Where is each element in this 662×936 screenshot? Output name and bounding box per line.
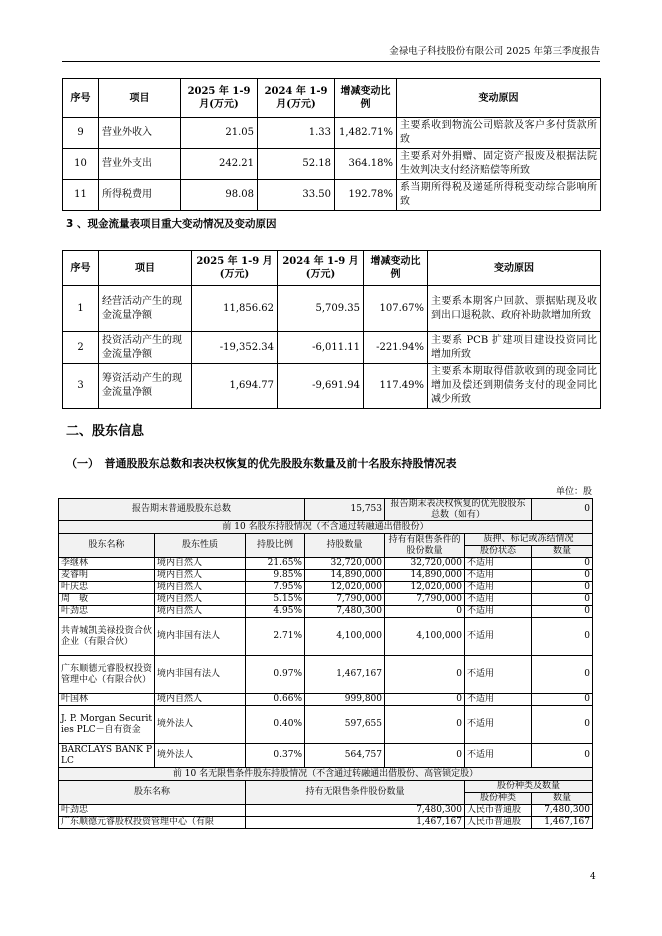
pledge-count: 0: [532, 582, 593, 594]
table-row: [59, 570, 593, 582]
u-shareholder-qty: 7,480,300: [246, 805, 465, 817]
col-qty: 持股数量: [305, 534, 385, 558]
pledge-count: 0: [532, 744, 593, 768]
col-pledge: 质押、标记或冻结情况: [465, 534, 593, 546]
shareholder-nature: 境外法人: [155, 744, 246, 768]
header-cell: 项目: [99, 79, 181, 118]
table-row: [59, 582, 593, 594]
shareholder-qty: 597,655: [305, 706, 385, 744]
pledge-status: 不适用: [465, 570, 532, 582]
change-ratio: -221.94%: [364, 332, 428, 364]
table-row: [59, 694, 593, 706]
shareholder-pct: 9.85%: [246, 570, 305, 582]
u-col-type-group: 股份种类及数量: [465, 781, 593, 793]
change-ratio: 192.78%: [335, 180, 397, 211]
value-2024: 5,709.35: [278, 286, 364, 332]
row-number: 1: [63, 286, 99, 332]
shareholder-qty: 7,480,300: [305, 606, 385, 618]
pledge-count: 0: [532, 570, 593, 582]
value-2024: 52.18: [258, 149, 335, 180]
change-ratio: 117.49%: [364, 364, 428, 409]
col-restricted: 持有有限售条件的股份数量: [385, 534, 465, 558]
shareholder-qty: 7,790,000: [305, 594, 385, 606]
shareholder-pct: 7.95%: [246, 582, 305, 594]
item-name: 投资活动产生的现金流量净额: [99, 332, 192, 364]
shareholder-restricted: 7,790,000: [385, 594, 465, 606]
shareholder-qty: 32,720,000: [305, 558, 385, 570]
pledge-status: 不适用: [465, 594, 532, 606]
header-cell: 项目: [99, 251, 192, 286]
pledge-status: 不适用: [465, 656, 532, 694]
header-cell: 变动原因: [397, 79, 601, 118]
change-reason: 主要系本期取得借款收到的现金同比增加及偿还到期债务支付的现金同比减少所致: [428, 364, 601, 409]
item-name: 营业外收入: [99, 118, 181, 149]
row-number: 10: [63, 149, 99, 180]
pledge-status: 不适用: [465, 706, 532, 744]
page-header: 金禄电子科技股份有限公司 2025 年第三季度报告: [389, 46, 600, 57]
shareholder-nature: 境外法人: [155, 706, 246, 744]
col-pct: 持股比例: [246, 534, 305, 558]
shareholder-restricted: 32,720,000: [385, 558, 465, 570]
shareholder-restricted: 0: [385, 606, 465, 618]
shareholder-restricted: 0: [385, 656, 465, 694]
shareholder-name: 麦睿明: [59, 570, 155, 582]
shareholder-pct: 4.95%: [246, 606, 305, 618]
pref-label: 报告期末表决权恢复的优先股股东总数（如有）: [385, 499, 532, 521]
shareholder-nature: 境内自然人: [155, 582, 246, 594]
header-cell: 2024 年 1-9 月(万元): [278, 251, 364, 286]
pledge-status: 不适用: [465, 582, 532, 594]
u-col-name: 股东名称: [59, 781, 246, 805]
pledge-status: 不适用: [465, 618, 532, 656]
shareholder-qty: 564,757: [305, 744, 385, 768]
header-cell: 序号: [63, 79, 99, 118]
table-row: [63, 364, 601, 409]
cashflow-change-table: [62, 250, 601, 409]
table-row: [59, 656, 593, 694]
table-row: [63, 149, 601, 180]
row-number: 2: [63, 332, 99, 364]
change-reason: 主要系 PCB 扩建项目建设投资同比增加所致: [428, 332, 601, 364]
shareholder-nature: 境内自然人: [155, 558, 246, 570]
item-name: 经营活动产生的现金流量净额: [99, 286, 192, 332]
pledge-status: 不适用: [465, 606, 532, 618]
row-number: 11: [63, 180, 99, 211]
shareholder-restricted: 12,020,000: [385, 582, 465, 594]
shareholder-name: 叶庆忠: [59, 582, 155, 594]
table-row: [59, 618, 593, 656]
value-2025: 1,694.77: [192, 364, 278, 409]
change-reason: 主要系本期客户回款、票据贴现及收到出口退税款、政府补助款增加所致: [428, 286, 601, 332]
top10-title-row: [59, 521, 593, 534]
shareholder-total-row: [59, 499, 593, 521]
unit-note: 单位：股: [555, 487, 592, 497]
shareholder-qty: 14,890,000: [305, 570, 385, 582]
value-2025: 11,856.62: [192, 286, 278, 332]
shareholder-restricted: 4,100,000: [385, 618, 465, 656]
shareholder-nature: 境内非国有法人: [155, 656, 246, 694]
column-header-row: [59, 534, 593, 546]
shareholder-nature: 境内自然人: [155, 694, 246, 706]
income-change-table: [62, 78, 601, 211]
change-ratio: 1,482.71%: [335, 118, 397, 149]
shareholder-nature: 境内非国有法人: [155, 618, 246, 656]
pledge-status: 不适用: [465, 694, 532, 706]
shareholder-nature: 境内自然人: [155, 594, 246, 606]
table-row: [59, 805, 593, 817]
value-2025: 21.05: [181, 118, 258, 149]
total-label: 报告期末普通股股东总数: [59, 499, 305, 521]
item-name: 筹资活动产生的现金流量净额: [99, 364, 192, 409]
pledge-count: 0: [532, 656, 593, 694]
pledge-count: 0: [532, 606, 593, 618]
shareholders-table: [58, 498, 593, 829]
total-value: 15,753: [305, 499, 385, 521]
u-col-count: 数量: [532, 793, 593, 805]
unrestricted-header-row: [59, 781, 593, 793]
u-col-qty: 持有无限售条件股份数量: [246, 781, 465, 805]
row-number: 3: [63, 364, 99, 409]
u-shareholder-name: 广东顺德元睿股权投资管理中心（有限: [59, 817, 246, 829]
pledge-status: 不适用: [465, 744, 532, 768]
value-2025: 242.21: [181, 149, 258, 180]
section-title: 二、股东信息: [66, 424, 145, 439]
table-row: [63, 180, 601, 211]
shareholder-restricted: 0: [385, 744, 465, 768]
item-name: 营业外支出: [99, 149, 181, 180]
header-cell: 2025 年 1-9 月(万元): [181, 79, 258, 118]
shareholder-name: BARCLAYS BANK PLC: [59, 744, 155, 768]
col-count: 数量: [532, 546, 593, 558]
change-reason: 主要系收到物流公司赔款及客户多付货款所致: [397, 118, 601, 149]
shareholder-name: 广东顺德元睿股权投资管理中心（有限合伙）: [59, 656, 155, 694]
header-cell: 序号: [63, 251, 99, 286]
income-table-header-row: [63, 79, 601, 118]
table-row: [59, 744, 593, 768]
value-2025: 98.08: [181, 180, 258, 211]
change-reason: 主要系对外捐赠、固定资产报废及根据法院生效判决支付经济赔偿等所致: [397, 149, 601, 180]
value-2025: -19,352.34: [192, 332, 278, 364]
pledge-count: 0: [532, 618, 593, 656]
shareholder-nature: 境内自然人: [155, 606, 246, 618]
shareholder-pct: 2.71%: [246, 618, 305, 656]
pledge-count: 0: [532, 694, 593, 706]
u-share-count: 7,480,300: [532, 805, 593, 817]
shareholder-name: 李继林: [59, 558, 155, 570]
header-cell: 增减变动比例: [335, 79, 397, 118]
shareholder-name: 叶劲忠: [59, 606, 155, 618]
change-reason: 系当期所得税及递延所得税变动综合影响所致: [397, 180, 601, 211]
table-row: [63, 118, 601, 149]
table-row: [59, 594, 593, 606]
value-2024: -6,011.11: [278, 332, 364, 364]
shareholder-qty: 1,467,167: [305, 656, 385, 694]
header-rule: [62, 61, 600, 62]
sub-section-title: （一） 普通股股东总数和表决权恢复的优先股股东数量及前十名股东持股情况表: [66, 457, 457, 470]
item-name: 所得税费用: [99, 180, 181, 211]
cashflow-subheading: 3 、现金流量表项目重大变动情况及变动原因: [66, 218, 277, 230]
table-row: [59, 706, 593, 744]
unrestricted-title: 前 10 名无限售条件股东持股情况（不含通过转融通出借股份、高管锁定股）: [59, 768, 593, 781]
header-cell: 2024 年 1-9 月(万元): [258, 79, 335, 118]
u-col-type: 股份种类: [465, 793, 532, 805]
shareholder-qty: 999,800: [305, 694, 385, 706]
shareholder-name: 周 敏: [59, 594, 155, 606]
u-shareholder-qty: 1,467,167: [246, 817, 465, 829]
shareholder-name: 叶国林: [59, 694, 155, 706]
row-number: 9: [63, 118, 99, 149]
page-number: 4: [590, 872, 596, 882]
shareholder-pct: 0.37%: [246, 744, 305, 768]
pledge-status: 不适用: [465, 558, 532, 570]
unrestricted-title-row: [59, 768, 593, 781]
table-row: [63, 286, 601, 332]
u-share-count: 1,467,167: [532, 817, 593, 829]
shareholder-restricted: 0: [385, 706, 465, 744]
shareholder-qty: 4,100,000: [305, 618, 385, 656]
value-2024: 1.33: [258, 118, 335, 149]
pledge-count: 0: [532, 706, 593, 744]
pref-value: 0: [532, 499, 593, 521]
shareholder-pct: 0.40%: [246, 706, 305, 744]
shareholder-qty: 12,020,000: [305, 582, 385, 594]
cashflow-table-header-row: [63, 251, 601, 286]
u-share-type: 人民币普通股: [465, 805, 532, 817]
header-cell: 2025 年 1-9 月(万元): [192, 251, 278, 286]
col-status: 股份状态: [465, 546, 532, 558]
table-row: [63, 332, 601, 364]
header-cell: 增减变动比例: [364, 251, 428, 286]
pledge-count: 0: [532, 558, 593, 570]
shareholder-pct: 5.15%: [246, 594, 305, 606]
shareholder-pct: 0.66%: [246, 694, 305, 706]
header-cell: 变动原因: [428, 251, 601, 286]
shareholder-pct: 0.97%: [246, 656, 305, 694]
pledge-count: 0: [532, 594, 593, 606]
table-row: [59, 606, 593, 618]
value-2024: -9,691.94: [278, 364, 364, 409]
col-nature: 股东性质: [155, 534, 246, 558]
value-2024: 33.50: [258, 180, 335, 211]
u-share-type: 人民币普通股: [465, 817, 532, 829]
shareholder-nature: 境内自然人: [155, 570, 246, 582]
change-ratio: 364.18%: [335, 149, 397, 180]
shareholder-restricted: 14,890,000: [385, 570, 465, 582]
change-ratio: 107.67%: [364, 286, 428, 332]
shareholder-name: J. P. Morgan Securities PLC－自有资金: [59, 706, 155, 744]
shareholder-pct: 21.65%: [246, 558, 305, 570]
u-shareholder-name: 叶劲忠: [59, 805, 246, 817]
shareholder-restricted: 0: [385, 694, 465, 706]
table-row: [59, 558, 593, 570]
table-row: [59, 817, 593, 829]
shareholder-name: 共青城凯美禄投资合伙企业（有限合伙）: [59, 618, 155, 656]
top10-title: 前 10 名股东持股情况（不含通过转融通出借股份）: [59, 521, 593, 534]
col-name: 股东名称: [59, 534, 155, 558]
